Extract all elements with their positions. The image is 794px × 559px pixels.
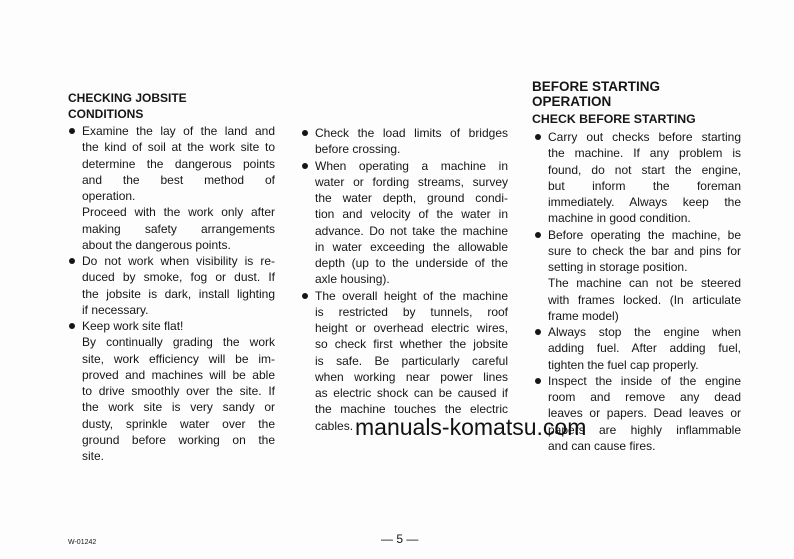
body-text-line: the machine. If any problem is [548, 146, 741, 161]
bullet-icon [535, 134, 541, 140]
body-text-line: cables. [315, 418, 354, 433]
body-text-line: making safety arrangements [82, 221, 275, 236]
body-text-line: Carry out checks before starting [548, 130, 741, 144]
body-text-line: the water depth, ground condi- [315, 191, 508, 205]
section-heading: OPERATION [532, 94, 612, 109]
bullet-item [82, 253, 275, 318]
body-text-line: Proceed with the work only after [82, 205, 275, 220]
bullet-icon [302, 163, 308, 169]
middle-column-body [315, 125, 508, 434]
section-heading: BEFORE STARTING [532, 79, 660, 94]
body-text-line: advance. Do not take the machine [315, 223, 508, 238]
bullet-item [315, 125, 508, 158]
bullet-icon [535, 232, 541, 238]
bullet-icon [302, 130, 308, 136]
body-text-line: ground before working on the [82, 432, 275, 447]
body-text-line: Examine the lay of the land and [82, 124, 275, 138]
body-text-line: proved and machines will be able [82, 367, 275, 382]
body-text-line: the kind of soil at the work site to [82, 140, 275, 155]
bullet-icon [535, 329, 541, 335]
body-text-line: tion and velocity of the water in [315, 207, 508, 222]
body-text-line: The machine can not be steered [548, 276, 741, 291]
body-text-line: the work site is very sandy or [82, 400, 275, 415]
section-heading: CHECKING JOBSITE [68, 91, 187, 105]
bullet-icon [69, 323, 75, 329]
body-text-line: to drive smoothly over the site. If [82, 384, 275, 398]
body-text-line: water or fording streams, survey [315, 174, 508, 189]
bullet-item [548, 227, 741, 325]
body-text-line: height or overhead electric wires, [315, 321, 508, 335]
body-text-line: Keep work site flat! [82, 319, 184, 333]
body-text-line: determine the dangerous points [82, 156, 275, 171]
bullet-item [548, 129, 741, 227]
body-text-line: Always stop the engine when [548, 325, 741, 339]
body-text-line: duced by smoke, fog or dust. If [82, 270, 275, 285]
body-text-line: about the dangerous points. [82, 237, 231, 252]
body-text-line: is restricted by tunnels, roof [315, 304, 508, 319]
body-text-line: room and remove any dead [548, 390, 741, 404]
body-text-line: sure to check the bar and pins for [548, 243, 741, 258]
body-text-line: when working near power lines [315, 369, 508, 384]
body-text-line: site, work efficiency will be im- [82, 351, 275, 366]
body-text-line: leaves or papers. Dead leaves or [548, 406, 741, 421]
body-text-line: and the best method of [82, 172, 275, 187]
body-text-line: Do not work when visibility is re- [82, 254, 275, 268]
body-text-line: Before operating the machine, be [548, 227, 741, 242]
body-text-line: depth (up to the underside of the [315, 256, 508, 270]
body-text-line: axle housing). [315, 272, 390, 287]
body-text-line: The overall height of the machine [315, 288, 508, 303]
bullet-item [315, 158, 508, 288]
bullet-item [548, 324, 741, 373]
body-text-line: if necessary. [82, 302, 149, 317]
body-text-line: before crossing. [315, 142, 401, 157]
body-text-line: but inform the foreman [548, 178, 741, 193]
section-heading: CONDITIONS [68, 107, 144, 121]
bullet-item [315, 288, 508, 434]
body-text-line: When operating a machine in [315, 158, 508, 173]
body-text-line: with frames locked. (In articulate [548, 292, 741, 307]
body-text-line: in water exceeding the allowable [315, 239, 508, 254]
body-text-line: site. [82, 449, 105, 463]
subsection-heading: CHECK BEFORE STARTING [532, 112, 696, 126]
document-code: W-01242 [68, 539, 97, 546]
body-text-line: so check first whether the jobsite [315, 337, 508, 352]
body-text-line: operation. [82, 189, 136, 203]
bullet-icon [69, 128, 75, 134]
body-text-line: and can cause fires. [548, 438, 656, 453]
body-text-line: found, do not start the engine, [548, 162, 741, 177]
body-text-line: By continually grading the work [82, 335, 275, 350]
body-text-line: as electric shock can be caused if [315, 386, 508, 400]
body-text-line: the jobsite is dark, install lighting [82, 286, 275, 301]
page-number: — 5 — [381, 532, 419, 546]
body-text-line: setting in storage position. [548, 260, 688, 274]
bullet-item [82, 123, 275, 253]
body-text-line: tighten the fuel cap properly. [548, 357, 699, 372]
left-column-body [82, 123, 275, 464]
body-text-line: Check the load limits of bridges [315, 126, 508, 140]
bullet-icon [302, 293, 308, 299]
body-text-line: frame model) [548, 308, 619, 323]
body-text-line: dusty, sprinkle water over the [82, 416, 275, 431]
body-text-line: machine in good condition. [548, 211, 691, 226]
body-text-line: adding fuel. After adding fuel, [548, 341, 741, 356]
body-text-line: Inspect the inside of the engine [548, 373, 741, 388]
bullet-icon [69, 258, 75, 264]
body-text-line: the machine touches the electric [315, 402, 508, 417]
body-text-line: is safe. Be particularly careful [315, 353, 508, 368]
watermark-text: manuals-komatsu.com [355, 414, 587, 440]
bullet-item [82, 318, 275, 464]
body-text-line: immediately. Always keep the [548, 195, 741, 209]
body-text-line: papers are highly inflammable [548, 422, 741, 437]
bullet-icon [535, 378, 541, 384]
right-column-body [548, 129, 741, 454]
